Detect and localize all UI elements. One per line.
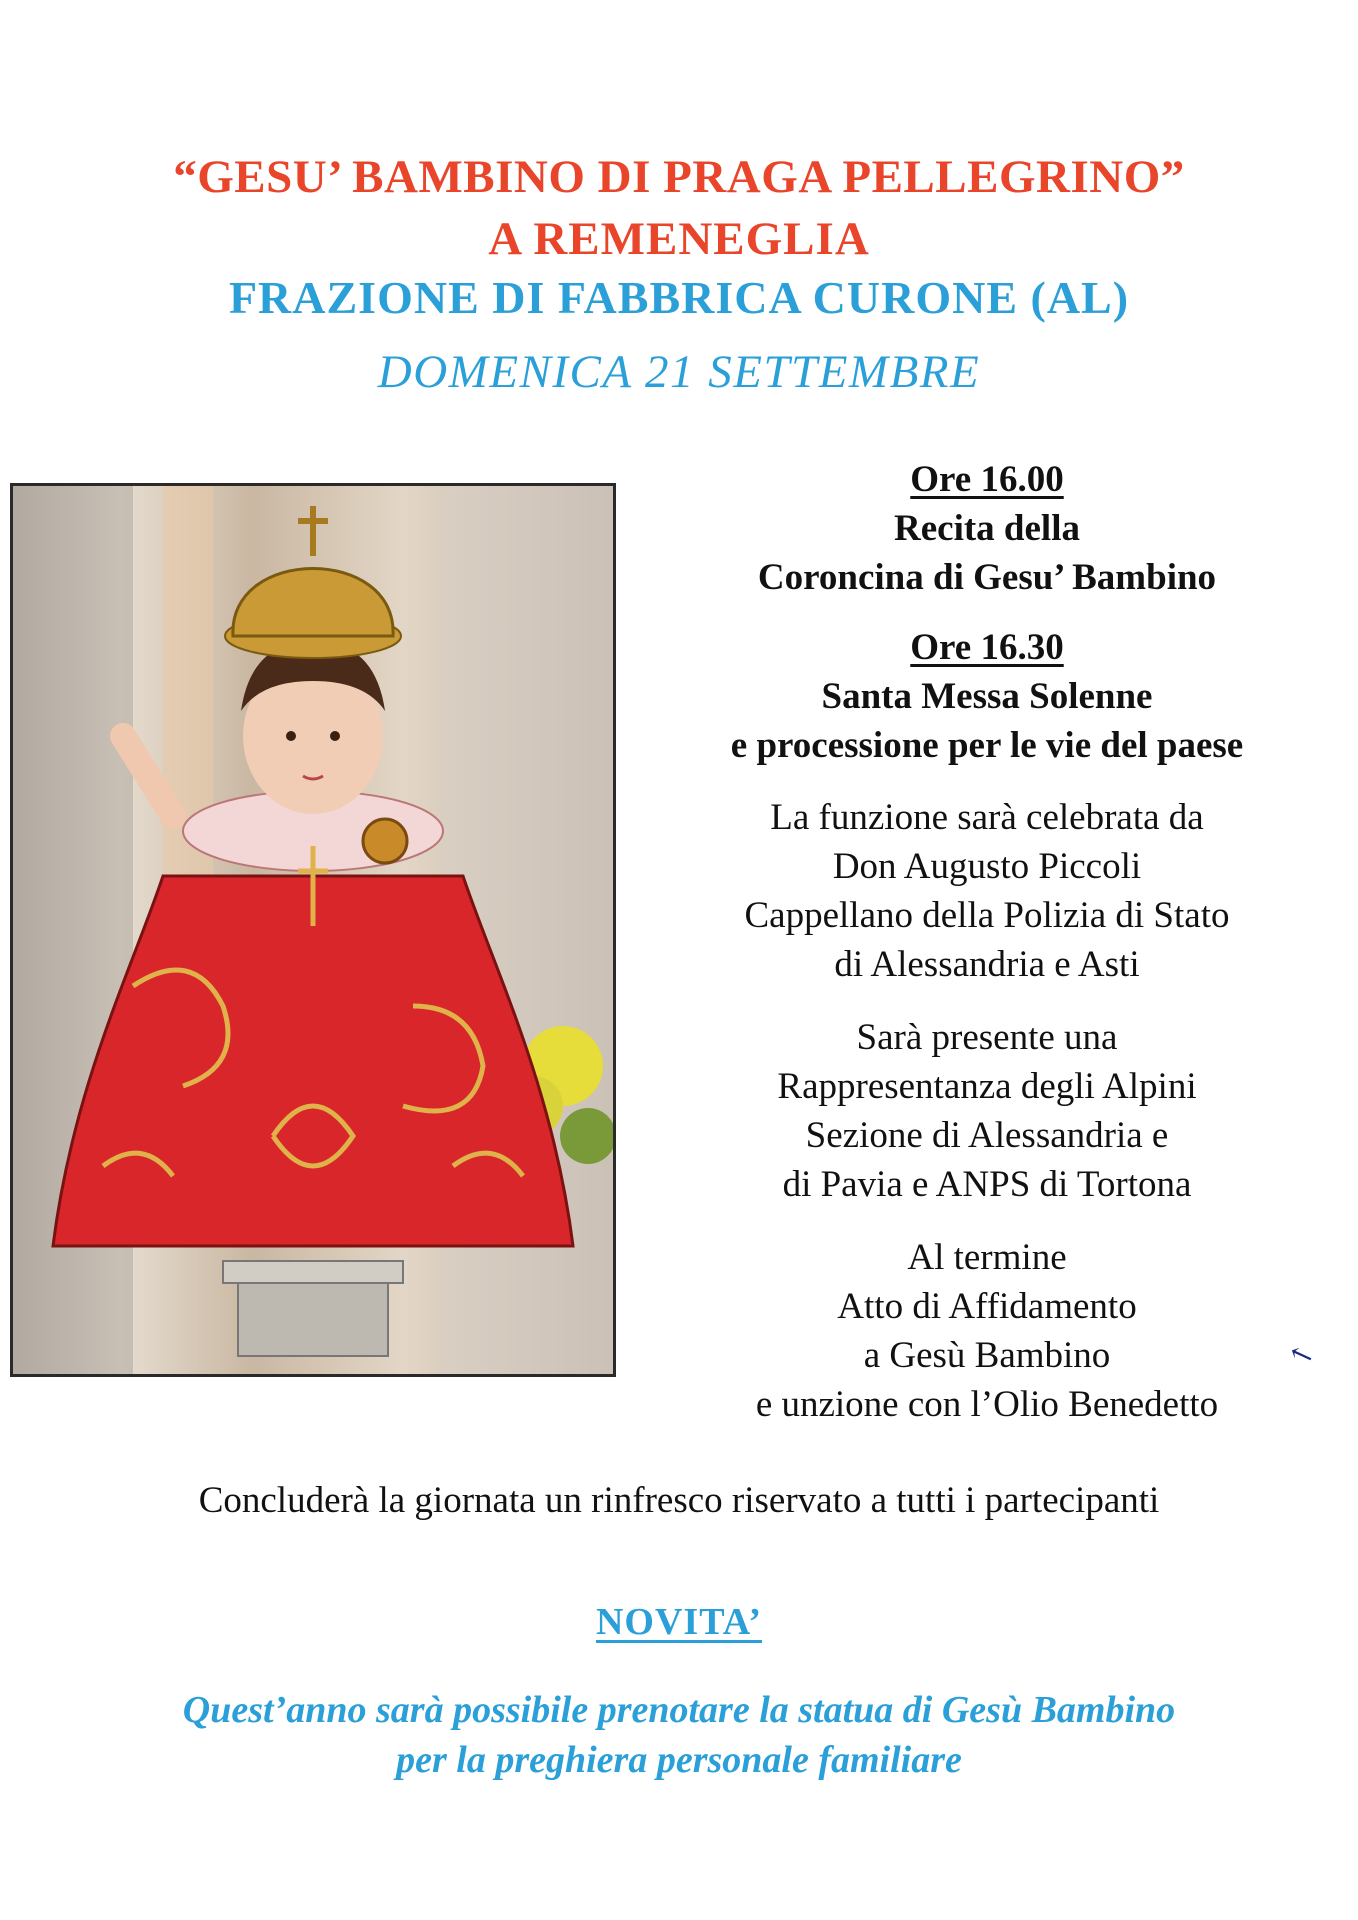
schedule-time: Ore 16.00	[910, 459, 1064, 500]
schedule-block-1630	[616, 623, 1358, 770]
poster-title: “GESU’ BAMBINO DI PRAGA PELLEGRINO”	[173, 151, 1185, 203]
schedule-line: Santa Messa Solenne	[821, 676, 1153, 717]
ending-block	[616, 1233, 1358, 1429]
ending-line: e unzione con l’Olio Benedetto	[755, 1384, 1219, 1425]
presence-line: di Pavia e ANPS di Tortona	[782, 1164, 1192, 1205]
ending-line: Al termine	[907, 1237, 1067, 1278]
infant-jesus-statue-photo	[10, 483, 616, 1377]
novita-line-1: Quest’anno sarà possibile prenotare la statua di Gesù Bambino	[182, 1689, 1176, 1731]
closing-line: Concluderà la giornata un rinfresco riservato a tutti i partecipanti	[198, 1480, 1160, 1521]
frazione-heading: FRAZIONE DI FABBRICA CURONE (AL)	[228, 272, 1130, 323]
presence-line: Sezione di Alessandria e	[805, 1115, 1169, 1156]
presence-line: Sarà presente una	[856, 1017, 1118, 1058]
celebrant-line: Cappellano della Polizia di Stato	[744, 895, 1230, 936]
novita-line-2: per la preghiera personale familiare	[396, 1739, 962, 1781]
celebrant-line: Don Augusto Piccoli	[832, 846, 1142, 887]
celebrant-block	[616, 793, 1358, 989]
schedule-line: e processione per le vie del paese	[730, 725, 1244, 766]
schedule-line: Coroncina di Gesu’ Bambino	[757, 557, 1217, 598]
celebrant-line: La funzione sarà celebrata da	[770, 797, 1204, 838]
presence-line: Rappresentanza degli Alpini	[777, 1066, 1197, 1107]
date-heading: DOMENICA 21 SETTEMBRE	[377, 346, 981, 398]
ending-line: a Gesù Bambino	[863, 1335, 1111, 1376]
pen-mark-icon: ↖	[1285, 1336, 1319, 1375]
ending-line: Atto di Affidamento	[837, 1286, 1137, 1327]
schedule-block-1600	[616, 455, 1358, 602]
celebrant-line: di Alessandria e Asti	[834, 944, 1140, 985]
schedule-time: Ore 16.30	[910, 627, 1064, 668]
schedule-line: Recita della	[894, 508, 1080, 549]
presence-block	[616, 1013, 1358, 1209]
novita-heading: NOVITA’	[595, 1601, 763, 1643]
location-heading: A REMENEGLIA	[488, 213, 870, 265]
